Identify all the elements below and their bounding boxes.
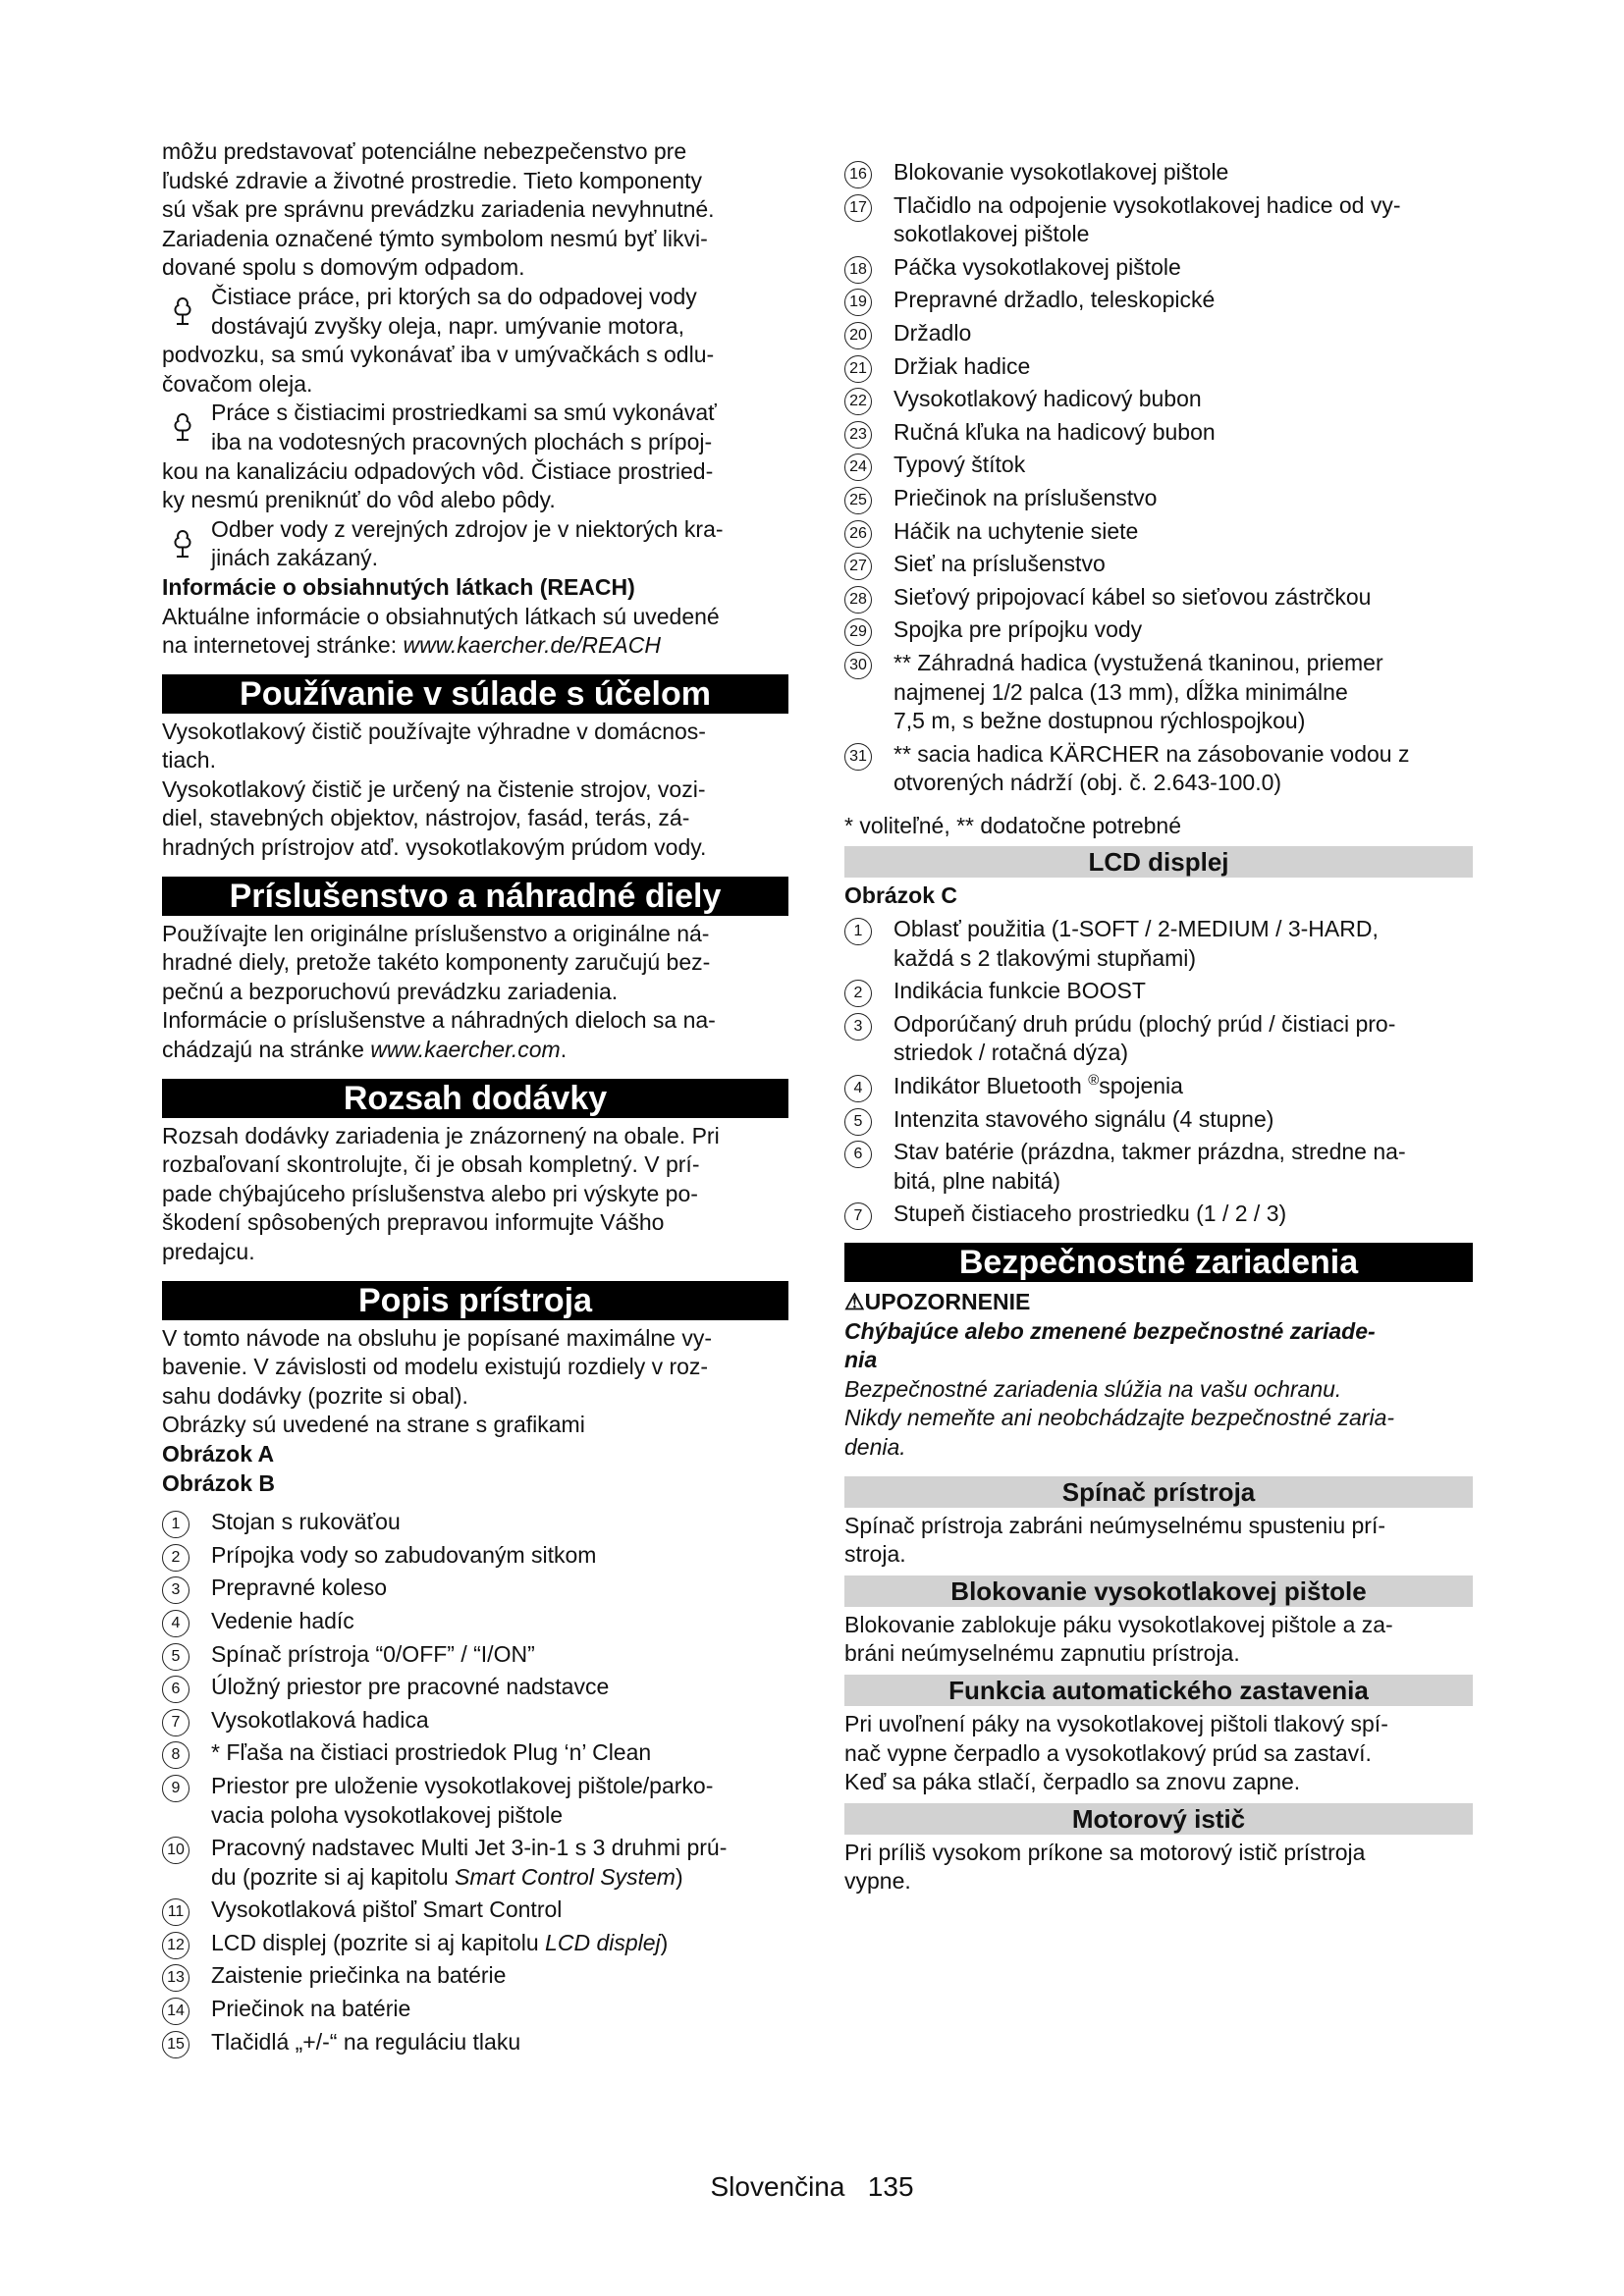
intro-line: môžu predstavovať potenciálne nebezpečenstvo pre [162,138,687,164]
use-line: hradných prístrojov atď. vysokotlakovým prúdom vody. [162,834,707,861]
item-number: 20 [844,322,872,349]
reach-heading: Informácie o obsiahnutých látkach (REACH) [162,573,635,600]
scope-line: predajcu. [162,1239,255,1264]
list-item [844,615,1473,645]
scope-line: pade chýbajúceho príslušenstva alebo pri výskyte po- [162,1180,698,1206]
item-text: Držadlo [893,319,972,346]
item-text: najmenej 1/2 palca (13 mm), dĺžka minimálne [893,678,1348,705]
item-text: Priestor pre uloženie vysokotlakovej pištole/parko- [211,1772,714,1798]
section-title-accessories: Príslušenstvo a náhradné diely [162,877,788,916]
env-line: Práce s čistiacimi prostriedkami sa smú vykonávať [211,400,717,426]
item-text: Odporúčaný druh prúdu (plochý prúd / čistiaci pro- [893,1010,1396,1037]
scope-line: Rozsah dodávky zariadenia je znázornený na obale. Pri [162,1122,720,1148]
item-text: Priečinok na príslušenstvo [893,484,1158,510]
item-number: 18 [844,256,872,284]
warning-text: Nikdy nemeňte ani neobchádzajte bezpečnostné zaria- [844,1405,1395,1431]
item-number: 1 [844,918,872,945]
subsection-line: Pri uvoľnení páky na vysokotlakovej pištoli tlakový spí- [844,1710,1388,1736]
item-text: Zaistenie priečinka na batérie [211,1962,507,1989]
item-number: 17 [844,194,872,222]
item-text: Háčik na uchytenie siete [893,517,1139,544]
list-item [162,1508,788,1537]
list-item [162,1834,788,1892]
list-item [162,1772,788,1830]
scope-line: škodení spôsobených prepravou informujte Vášho [162,1209,665,1236]
reach-line: Aktuálne informácie o obsiahnutých látkach sú uvedené [162,603,720,629]
item-text: ** Záhradná hadica (vystužená tkaninou, priemer [893,649,1383,675]
subsection-line: Keď sa páka stlačí, čerpadlo sa znovu zapne. [844,1769,1301,1795]
list-item [162,1738,788,1768]
list-item [844,319,1473,348]
item-number: 3 [844,1013,872,1041]
item-text: bitá, plne nabitá) [893,1167,1061,1194]
lcd-item [844,915,1473,973]
item-text: sokotlakovej pištole [893,221,1090,247]
warning-label: UPOZORNENIE [864,1289,1031,1314]
item-number: 13 [162,1964,189,1992]
page-number: 135 [867,2171,914,2202]
list-item [162,1961,788,1991]
item-text: Vysokotlakový hadicový bubon [893,386,1202,412]
list-item [162,1607,788,1636]
item-number: 6 [162,1676,189,1703]
figure-a-label: Obrázok A [162,1440,275,1467]
subsection-line: nač vypne čerpadlo a vysokotlakový prúd sa zastaví. [844,1739,1372,1766]
item-text: ** sacia hadica KÄRCHER na zásobovanie vodou z [893,740,1410,767]
section-title-scope: Rozsah dodávky [162,1079,788,1118]
item-number: 11 [162,1898,189,1926]
list-item [844,418,1473,448]
intro-line: sú však pre správnu prevádzku zariadenia nevyhnutné. [162,196,715,223]
list-item [844,286,1473,315]
desc-line: sahu dodávky (pozrite si obal). [162,1382,468,1409]
item-text [893,1072,1473,1101]
env-line: iba na vodotesných pracovných plochách s prípoj- [211,428,713,454]
item-number: 12 [162,1932,189,1959]
item-number: 25 [844,487,872,514]
reach-link[interactable]: www.kaercher.de/REACH [403,632,661,659]
list-item [844,550,1473,579]
item-text: Stojan s rukoväťou [211,1509,401,1535]
env-line: čovačom oleja. [162,370,313,397]
list-item [844,451,1473,480]
acc-line: Informácie o príslušenstve a náhradných dieloch sa na- [162,1007,716,1034]
subsection-line: bráni neúmyselnému zapnutiu prístroja. [844,1640,1240,1667]
item-text: Prepravné držadlo, teleskopické [893,287,1216,313]
subsection-title: Blokovanie vysokotlakovej pištole [844,1575,1473,1607]
item-text: 7,5 m, s bežne dostupnou rýchlospojkou) [893,708,1306,734]
item-number: 9 [162,1775,189,1802]
acc-link[interactable]: www.kaercher.com [370,1037,561,1063]
list-item [162,1929,788,1958]
subsection-title: Spínač prístroja [844,1476,1473,1508]
acc-text: . [560,1037,568,1063]
subsection-line: Blokovanie zablokuje páku vysokotlakovej pištole a za- [844,1611,1393,1637]
list-item [844,158,1473,187]
warning-text: Bezpečnostné zariadenia slúžia na vašu ochranu. [844,1375,1342,1402]
item-text-part: LCD displej (pozrite si aj kapitolu [211,1929,546,1955]
acc-line: hradné diely, pretože takéto komponenty zaručujú bez- [162,949,711,976]
list-item [844,649,1473,736]
acc-text: chádzajú na stránke [162,1037,371,1063]
env-note [162,283,788,399]
use-line: Vysokotlakový čistič je určený na čistenie strojov, vozi- [162,775,706,802]
list-item [162,1541,788,1571]
env-line: Odber vody z verejných zdrojov je v niektorých kra- [211,515,724,542]
env-line: podvozku, sa smú vykonávať iba v umývačkách s odlu- [162,342,715,368]
acc-line [162,1036,788,1065]
item-number: 2 [844,980,872,1007]
registered-mark: ® [1088,1072,1100,1090]
environment-icon [166,410,199,444]
left-column [162,137,788,2060]
subsection-line: vypne. [844,1868,911,1895]
item-text: Prepravné koleso [211,1575,387,1601]
lcd-item [844,1138,1473,1196]
item-text: Vysokotlaková hadica [211,1706,429,1733]
item-text: Tlačidlo na odpojenie vysokotlakovej hadice od vy- [893,191,1401,218]
item-text: Ručná kľuka na hadicový bubon [893,418,1216,445]
env-note [162,399,788,514]
chapter-ref: Smart Control System [455,1863,676,1890]
lcd-item [844,1072,1473,1101]
lcd-item [844,977,1473,1006]
desc-line: V tomto návode na obsluhu je popísané maximálne vy- [162,1324,712,1351]
item-number: 5 [844,1108,872,1136]
item-text: Typový štítok [893,452,1026,478]
footnote: * voliteľné, ** dodatočne potrebné [844,812,1182,838]
list-item [844,484,1473,513]
item-number: 23 [844,421,872,449]
item-text: Držiak hadice [893,352,1031,379]
scope-line: rozbaľovaní skontrolujte, či je obsah kompletný. V prí- [162,1151,700,1178]
section-title-safety: Bezpečnostné zariadenia [844,1243,1473,1282]
item-number: 24 [844,454,872,481]
env-note [162,515,788,573]
list-item [162,1574,788,1603]
warning-heading [844,1288,1473,1317]
env-line: jinách zakázaný. [211,545,379,571]
item-text: Oblasť použitia (1-SOFT / 2-MEDIUM / 3-HARD, [893,916,1379,942]
subsection-title: Motorový istič [844,1803,1473,1835]
intro-line: ľudské zdravie a životné prostredie. Tieto komponenty [162,167,703,193]
subsection-line: Spínač prístroja zabráni neúmyselnému spusteniu prí- [844,1512,1386,1538]
environment-icon [166,527,199,561]
use-line: tiach. [162,747,216,774]
item-text-part: du (pozrite si aj kapitolu [211,1863,456,1890]
item-number: 7 [844,1202,872,1230]
item-number: 30 [844,652,872,679]
section-title-description: Popis prístroja [162,1281,788,1320]
item-text: vacia poloha vysokotlakovej pištole [211,1801,563,1828]
item-number: 3 [162,1576,189,1604]
list-item [162,1995,788,2024]
list-item [844,352,1473,382]
item-text: Prípojka vody so zabudovaným sitkom [211,1541,597,1568]
chapter-ref: LCD displej [545,1929,661,1955]
item-text: Úložný priestor pre pracovné nadstavce [211,1674,610,1700]
item-text: striedok / rotačná dýza) [893,1040,1129,1066]
intro-line: Zariadenia označené týmto symbolom nesmú byť likvi- [162,225,708,251]
use-line: Vysokotlakový čistič používajte výhradne v domácnos- [162,718,706,744]
item-text: Stav batérie (prázdna, takmer prázdna, stredne na- [893,1139,1406,1165]
item-number: 10 [162,1837,189,1864]
item-text: Vedenie hadíc [211,1607,354,1633]
desc-line: bavenie. V závislosti od modelu existujú rozdiely v roz- [162,1354,709,1380]
item-text: Sieťový pripojovací kábel so sieťovou zástrčkou [893,583,1372,610]
item-text: Pracovný nadstavec Multi Jet 3-in-1 s 3 druhmi prú- [211,1835,728,1861]
item-text: Sieť na príslušenstvo [893,551,1106,577]
item-text-part: spojenia [1099,1073,1183,1099]
item-number: 26 [844,520,872,548]
list-item [844,517,1473,547]
item-text: Indikácia funkcie BOOST [893,978,1146,1004]
list-item [844,740,1473,798]
intro-line: dované spolu s domovým odpadom. [162,254,525,281]
env-line: dostávajú zvyšky oleja, napr. umývanie motora, [211,312,684,339]
item-number: 29 [844,618,872,646]
item-text: Tlačidlá „+/-“ na reguláciu tlaku [211,2028,521,2055]
item-number: 1 [162,1511,189,1538]
item-text: * Fľaša na čistiaci prostriedok Plug ‘n’ Clean [211,1739,652,1766]
item-number: 28 [844,586,872,614]
environment-icon [166,294,199,328]
item-text: Spojka pre prípojku vody [893,616,1143,643]
item-text: Blokovanie vysokotlakovej pištole [893,159,1229,185]
list-item [844,583,1473,613]
item-number: 14 [162,1998,189,2025]
list-item [844,385,1473,414]
env-line: kou na kanalizáciu odpadových vôd. Čistiace prostried- [162,457,714,484]
acc-line: Používajte len originálne príslušenstvo a originálne ná- [162,920,710,946]
warning-text: denia. [844,1433,906,1460]
acc-line: pečnú a bezporuchovú prevádzku zariadenia. [162,978,619,1004]
page-footer [0,2171,1624,2203]
list-item [162,1896,788,1925]
item-text: Stupeň čistiaceho prostriedku (1 / 2 / 3) [893,1201,1287,1227]
item-text: otvorených nádrží (obj. č. 2.643-100.0) [893,770,1282,796]
item-number: 27 [844,553,872,580]
item-number: 15 [162,2031,189,2058]
item-number: 6 [844,1141,872,1168]
item-number: 7 [162,1709,189,1736]
item-number: 31 [844,743,872,771]
item-text-part: Indikátor Bluetooth [893,1073,1089,1099]
item-number: 8 [162,1741,189,1769]
item-number: 16 [844,161,872,188]
list-item [162,1640,788,1670]
item-text: Páčka vysokotlakovej pištole [893,253,1181,280]
item-text: každá s 2 tlakovými stupňami) [893,944,1197,971]
list-item [162,1673,788,1702]
item-text: Spínač prístroja “0/OFF” / “I/ON” [211,1640,535,1667]
subsection-title: Funkcia automatického zastavenia [844,1675,1473,1706]
item-number: 2 [162,1544,189,1572]
item-text-part: ) [675,1863,683,1890]
item-text: Intenzita stavového signálu (4 stupne) [893,1105,1274,1132]
section-title-lcd: LCD displej [844,846,1473,878]
item-number: 22 [844,388,872,415]
list-item [844,191,1473,249]
item-number: 4 [162,1610,189,1637]
item-text [211,1929,788,1958]
right-column [844,154,1473,1896]
reach-line [162,631,788,661]
item-text [211,1863,788,1893]
figure-b-label: Obrázok B [162,1469,276,1496]
warning-subheading: nia [844,1347,878,1373]
subsection-line: Pri príliš vysokom príkone sa motorový istič prístroja [844,1839,1366,1865]
lcd-item [844,1105,1473,1135]
item-text: Vysokotlaková pištoľ Smart Control [211,1896,563,1923]
list-item [162,1706,788,1735]
warning-subheading: Chýbajúce alebo zmenené bezpečnostné zariade- [844,1317,1376,1344]
item-text-part: ) [660,1929,669,1955]
item-number: 21 [844,355,872,383]
reach-text: na internetovej stránke: [162,632,404,659]
section-title-use: Používanie v súlade s účelom [162,674,788,714]
warning-icon: ⚠ [844,1289,865,1314]
subsection-line: stroja. [844,1541,906,1568]
item-number: 4 [844,1075,872,1102]
desc-line: Obrázky sú uvedené na strane s grafikami [162,1412,585,1438]
list-item [844,253,1473,283]
use-line: diel, stavebných objektov, nástrojov, fasád, terás, zá- [162,805,690,831]
lcd-item [844,1200,1473,1229]
list-item [162,2028,788,2057]
item-text: Priečinok na batérie [211,1996,411,2022]
env-line: Čistiace práce, pri ktorých sa do odpadovej vody [211,283,697,309]
lcd-item [844,1010,1473,1068]
item-number: 5 [162,1643,189,1671]
figure-c-label: Obrázok C [844,882,958,909]
footer-language: Slovenčina [710,2171,845,2202]
env-line: ky nesmú preniknúť do vôd alebo pôdy. [162,487,556,513]
item-number: 19 [844,289,872,316]
